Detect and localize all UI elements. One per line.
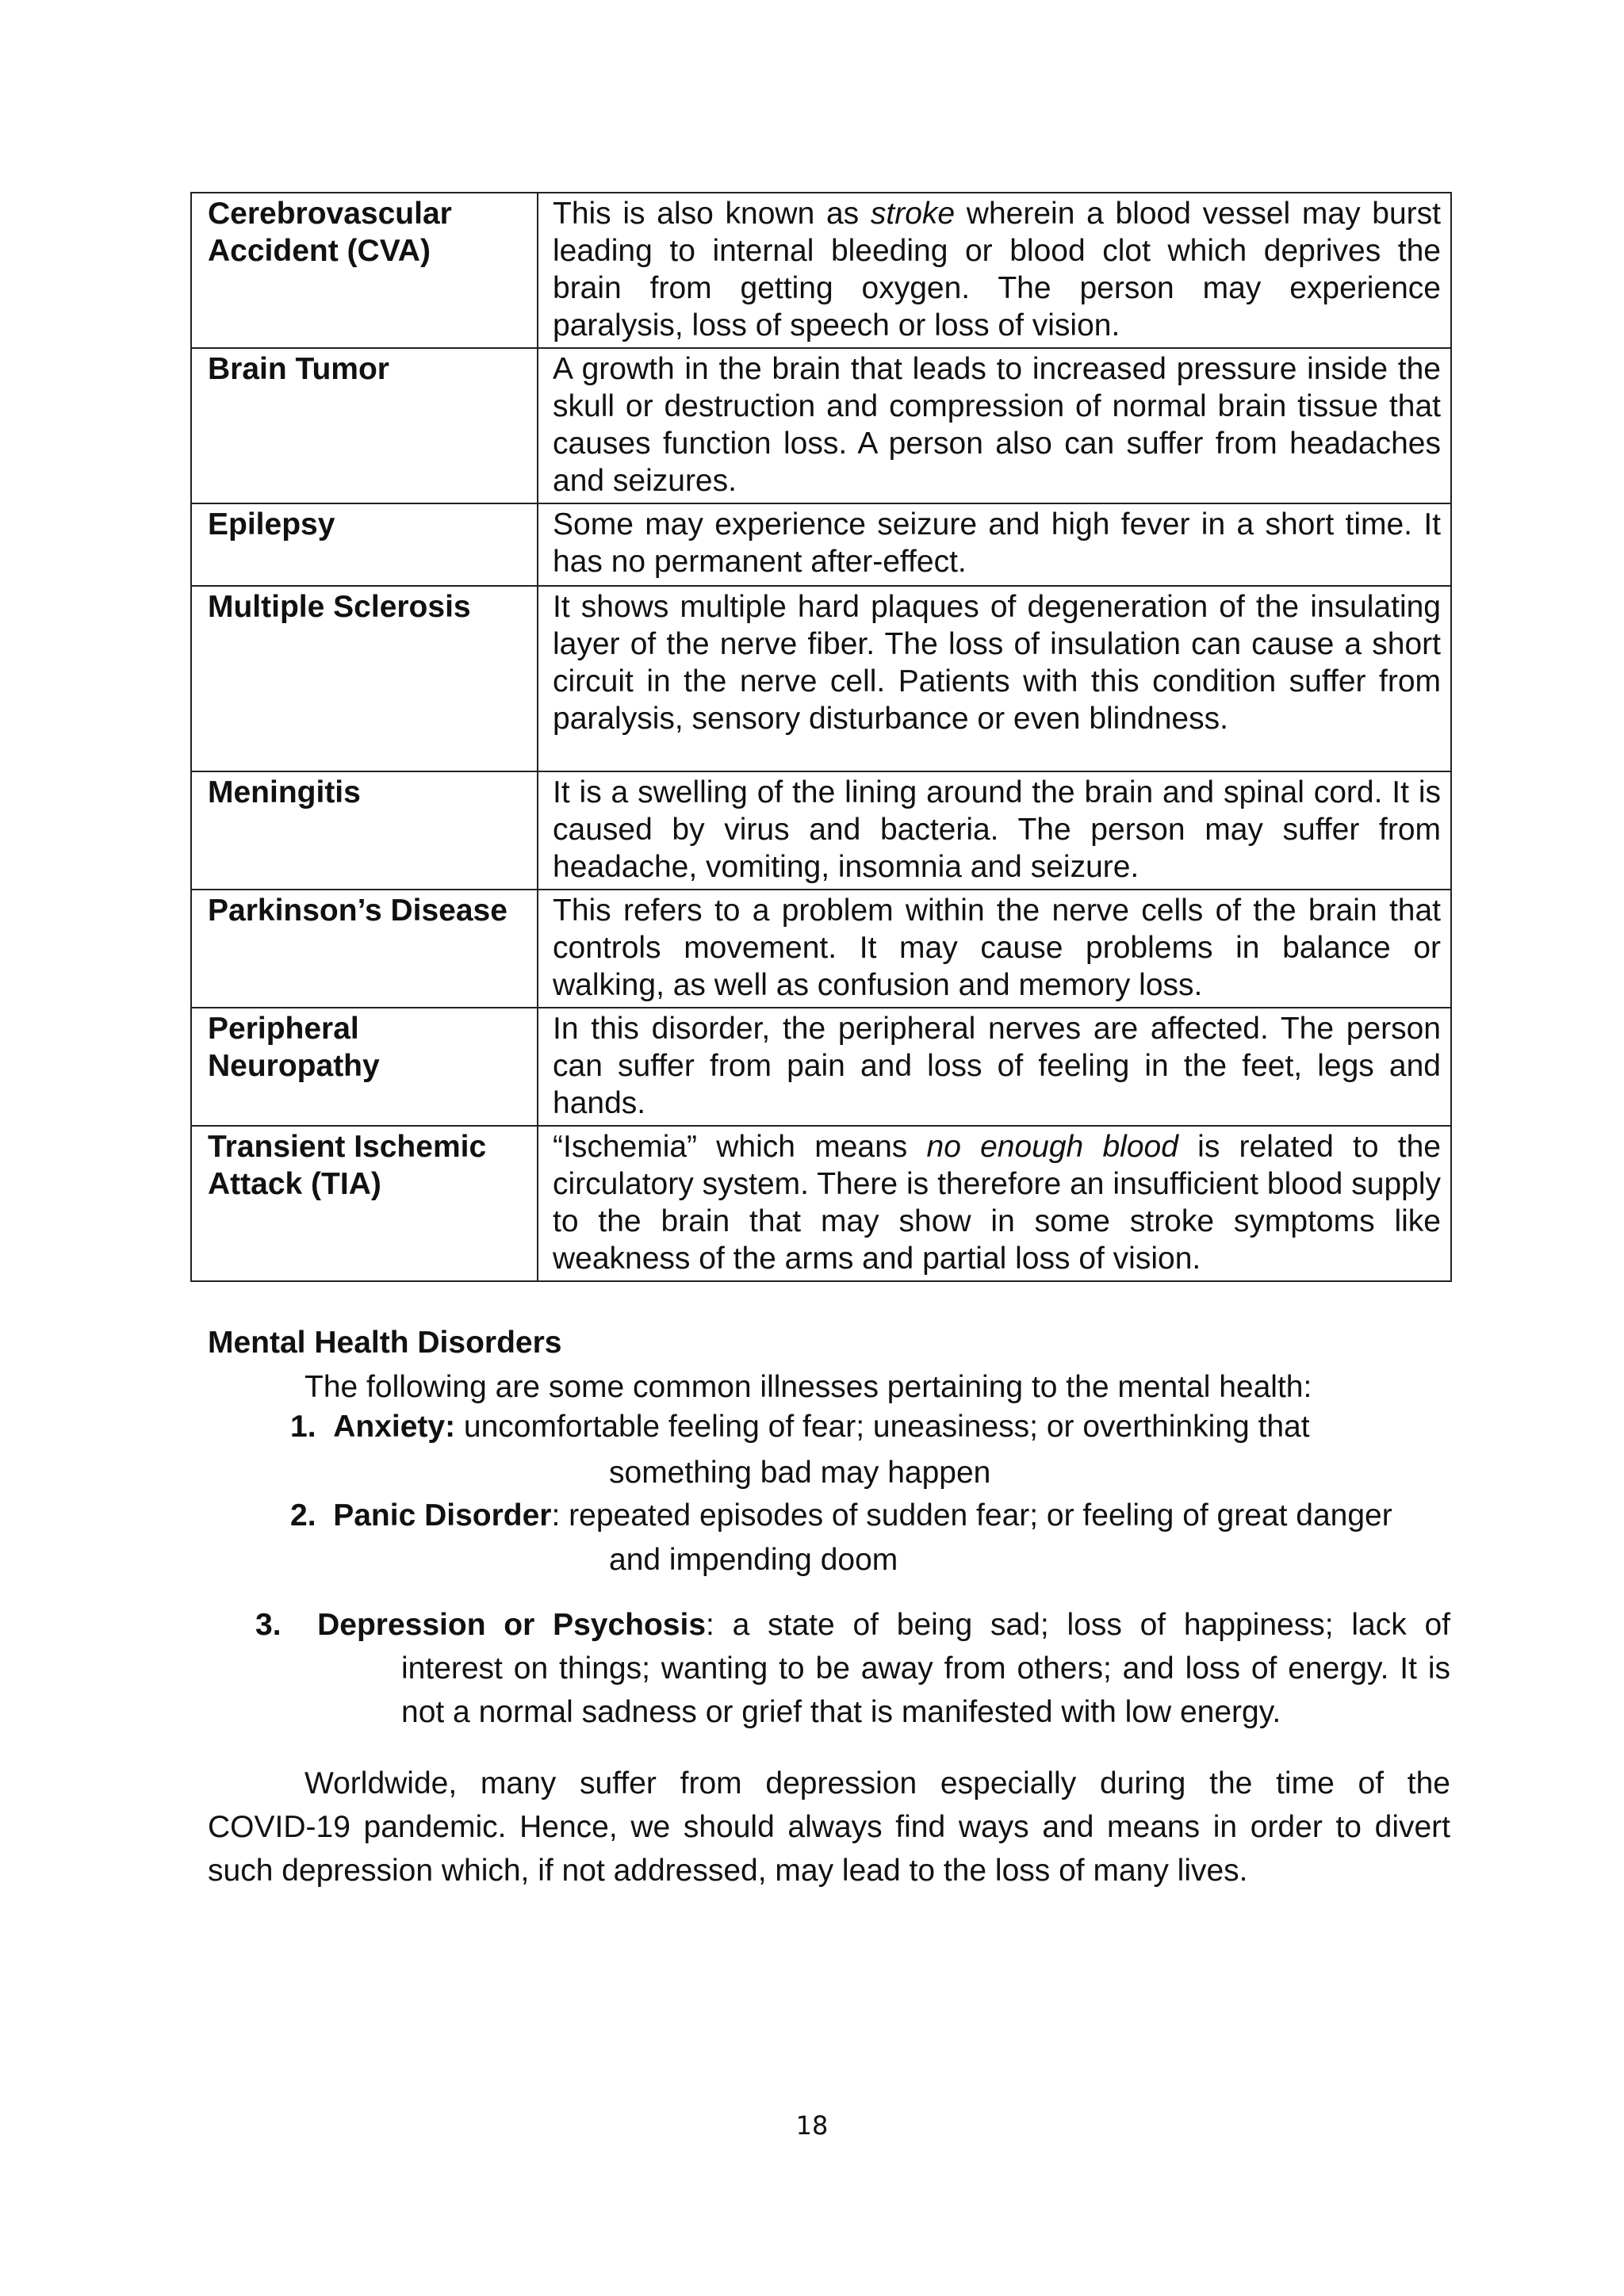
disorder-term: Peripheral Neuropathy (191, 1008, 538, 1126)
list-number: 1. (290, 1410, 316, 1444)
list-item-continuation: something bad may happen (609, 1456, 991, 1490)
list-description: : repeated episodes of sudden fear; or feeling of great danger (551, 1498, 1392, 1533)
disorder-description: This is also known as stroke wherein a blood vessel may burst leading to internal bleeding or blood clot which deprives the brain from getting oxygen. The person may experience paralysis, loss of speech or loss of vision. (538, 193, 1451, 348)
table-row (191, 503, 1451, 586)
table-row (191, 193, 1451, 348)
disorder-description: It is a swelling of the lining around the brain and spinal cord. It is caused by virus and bacteria. The person may suffer from headache, vomiting, insomnia and seizure. (538, 771, 1451, 890)
emphasis-text: no enough blood (926, 1130, 1178, 1164)
list-item (290, 1408, 1310, 1445)
closing-paragraph-line: COVID-19 pandemic. Hence, we should always find ways and means in order to divert (208, 1810, 1450, 1844)
table-row (191, 1126, 1451, 1281)
list-term: Depression or Psychosis (317, 1608, 707, 1642)
disorder-term: Multiple Sclerosis (191, 586, 538, 771)
section-intro: The following are some common illnesses pertaining to the mental health: (304, 1370, 1312, 1404)
disorder-description: In this disorder, the peripheral nerves are affected. The person can suffer from pain and loss of feeling in the feet, legs and hands. (538, 1008, 1451, 1126)
list-item-continuation: interest on things; wanting to be away from others; and loss of energy. It is not a normal sadness or grief that is manifested with low energy. (401, 1651, 1450, 1729)
list-item (290, 1497, 1392, 1534)
table-row (191, 771, 1451, 890)
disorder-term: Brain Tumor (191, 348, 538, 503)
table-row (191, 890, 1451, 1008)
closing-paragraph-line: such depression which, if not addressed, may lead to the loss of many lives. (208, 1854, 1248, 1888)
list-term: Anxiety: (333, 1410, 456, 1444)
list-number: 3. (255, 1608, 282, 1642)
disorder-description: It shows multiple hard plaques of degeneration of the insulating layer of the nerve fiber. The loss of insulation can cause a short circuit in the nerve cell. Patients with this condition suffer from paralysis, sensory disturbance or even blindness. (538, 586, 1451, 771)
disorder-term: Epilepsy (191, 503, 538, 586)
disorder-term: Cerebrovascular Accident (CVA) (191, 193, 538, 348)
closing-paragraph-line: Worldwide, many suffer from depression especially during the time of the (304, 1766, 1450, 1800)
table-row (191, 348, 1451, 503)
nervous-system-disorders-table (190, 192, 1452, 1282)
disorder-description: Some may experience seizure and high fever in a short time. It has no permanent after-effect. (538, 503, 1451, 586)
list-item (255, 1603, 1450, 1647)
list-number: 2. (290, 1498, 316, 1533)
disorder-description: “Ischemia” which means no enough blood is related to the circulatory system. There is therefore an insufficient blood supply to the brain that may show in some stroke symptoms like weakness of the arms and partial loss of vision. (538, 1126, 1451, 1281)
list-description: uncomfortable feeling of fear; uneasiness; or overthinking that (455, 1410, 1310, 1444)
page-number: 18 (795, 2110, 829, 2141)
list-description: : a state of being sad; loss of happiness; lack of (706, 1608, 1451, 1642)
list-term: Panic Disorder (333, 1498, 552, 1533)
disorder-description: A growth in the brain that leads to increased pressure inside the skull or destruction and compression of normal brain tissue that causes function loss. A person also can suffer from headaches and seizures. (538, 348, 1451, 503)
emphasis-text: stroke (870, 197, 956, 231)
section-heading: Mental Health Disorders (208, 1326, 562, 1360)
disorder-description: This refers to a problem within the nerve cells of the brain that controls movement. It may cause problems in balance or walking, as well as confusion and memory loss. (538, 890, 1451, 1008)
disorder-term: Transient Ischemic Attack (TIA) (191, 1126, 538, 1281)
list-item-continuation: and impending doom (609, 1543, 898, 1577)
disorder-term: Parkinson’s Disease (191, 890, 538, 1008)
closing-paragraph (208, 1805, 1450, 1892)
table-row (191, 586, 1451, 771)
disorder-term: Meningitis (191, 771, 538, 890)
table-row (191, 1008, 1451, 1126)
